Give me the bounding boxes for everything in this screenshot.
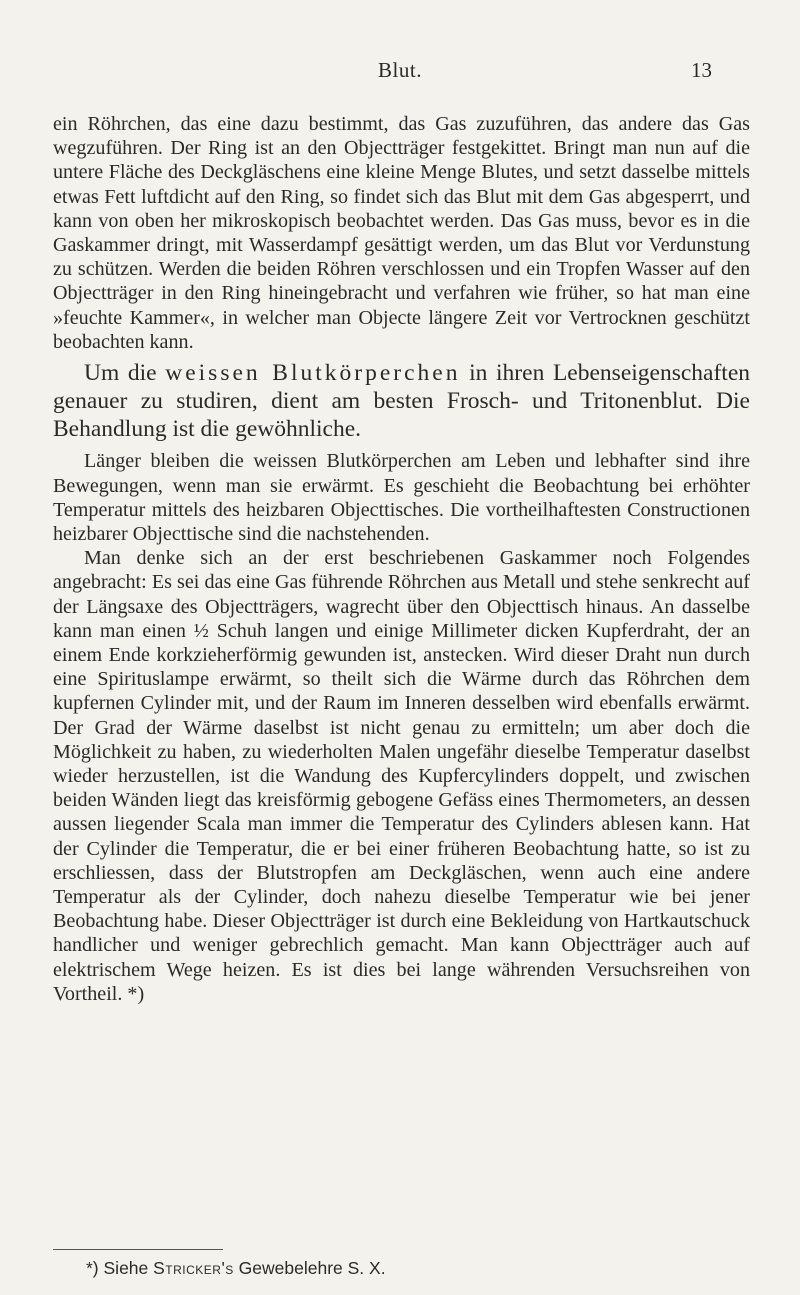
- paragraph-2-start: Um die: [84, 360, 166, 387]
- paragraph-1: ein Röhrchen, das eine dazu bestimmt, das Gas zuzuführen, das andere das Gas wegzuführen. Der Ring ist an den Objectträger festgekittet. Bringt man nun auf die untere Fläche des Deckgläschens eine kleine Menge Blutes, und setzt dasselbe mittels etwas Fett luftdicht auf den Ring, so findet sich das Blut mit dem Gas abgesperrt, und kann von oben her mikroskopisch beobachtet werden. Das Gas muss, bevor es in die Gaskammer dringt, mit Wasserdampf gesättigt werden, um das Blut vor Verdunstung zu schützen. Werden die beiden Röhren verschlossen und ein Tropfen Wasser auf den Objectträger in den Ring hineingebracht und verfahren wie früher, so hat man eine »feuchte Kammer«, in welcher man Objecte längere Zeit vor Vertrocknen geschützt beobachten kann.: [53, 113, 750, 353]
- paragraph-2-end: in ihren Lebenseigenschaften genauer zu studiren, dient am besten Frosch- und Tritonenblut. Die Behandlung ist die gewöhnliche.: [53, 360, 750, 442]
- footnote-rest: Gewebelehre S. X.: [233, 1258, 386, 1278]
- page-header: [0, 58, 800, 88]
- paragraph-3: Länger bleiben die weissen Blutkörperchen am Leben und lebhafter sind ihre Bewegungen, wenn man sie erwärmt. Es geschieht die Beobachtung bei erhöhter Temperatur mittels des heizbaren Objecttisches. Die vortheilhaftesten Constructionen heizbarer Objecttische sind die nachstehenden.: [53, 450, 750, 546]
- paragraph-4: [53, 546, 750, 1006]
- footnote-author: Stricker's: [153, 1258, 234, 1278]
- footnote-reference: *): [122, 982, 145, 1005]
- footnote-divider: [53, 1249, 223, 1250]
- paragraph-4-text: Man denke sich an der erst beschriebenen Gaskammer noch Folgendes angebracht: Es sei das eine Gas führende Röhrchen aus Metall und stehe senkrecht auf der Längsaxe des Objectträgers, wagrecht über den Objecttisch hinaus. An dasselbe kann man einen ½ Schuh langen und einige Millimeter dicken Kupferdraht, der an einem Ende korkzieherförmig gewunden ist, anstecken. Wird dieser Draht nun durch eine Spirituslampe erwärmt, so theilt sich die Wärme durch das Röhrchen dem kupfernen Cylinder mit, und der Raum im Inneren desselben wird ebenfalls erwärmt. Der Grad der Wärme daselbst ist nicht genau zu ermitteln; um aber doch die Möglichkeit zu haben, zu wiederholten Malen ungefähr dieselbe Temperatur daselbst wieder herzustellen, ist die Wandung des Kupfercylinders doppelt, und zwischen beiden Wänden liegt das kreisförmig gebogene Gefäss eines Thermometers, an dessen aussen liegender Scala man immer die Temperatur des Cylinders ablesen kann. Hat der Cylinder die Temperatur, die er bei einer früheren Beobachtung hatte, so ist zu erschliessen, dass der Blutstropfen am Deckgläschen, wenn auch eine andere Temperatur als der Cylinder, doch nahezu dieselbe Temperatur wie bei jener Beobachtung habe. Dieser Objectträger ist durch eine Bekleidung von Hartkautschuck handlicher und weniger gebrechlich gemacht. Man kann Objectträger auch auf elektrischem Wege heizen. Es ist dies bei lange währenden Versuchsreihen von Vortheil.: [53, 547, 750, 1005]
- paragraph-2-emphasis: weissen Blutkörperchen: [165, 360, 461, 387]
- footnote-mark: *): [86, 1258, 99, 1278]
- running-title: Blut.: [378, 58, 422, 82]
- footnote-prefix: Siehe: [98, 1258, 154, 1278]
- page-number: 13: [691, 58, 712, 82]
- paragraph-2: [53, 360, 750, 443]
- footnote: [86, 1258, 386, 1279]
- body-text: [53, 112, 750, 1006]
